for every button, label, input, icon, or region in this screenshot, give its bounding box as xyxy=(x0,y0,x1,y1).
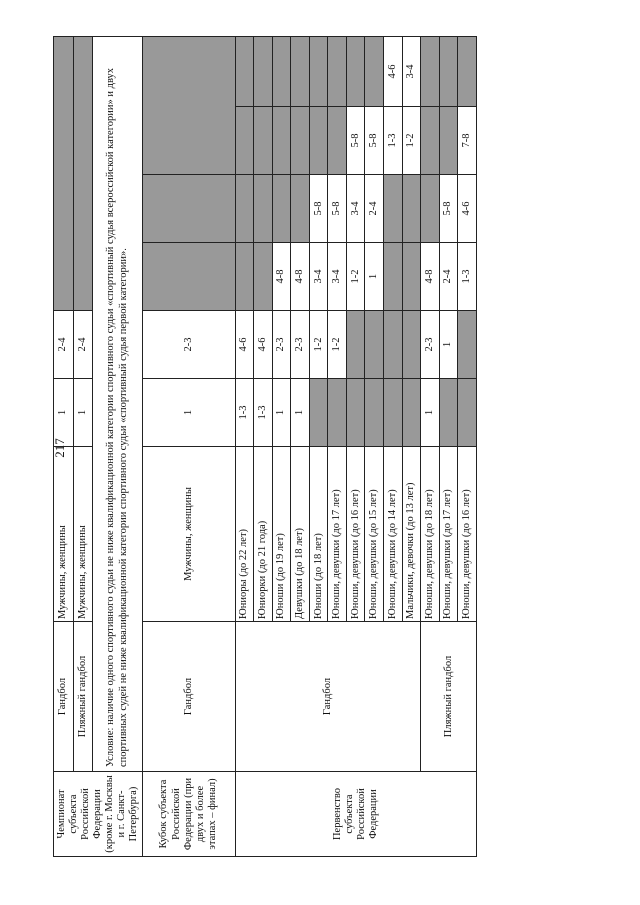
value-cell: 5-8 xyxy=(365,107,384,175)
shaded-cell xyxy=(291,175,310,243)
table-row xyxy=(235,37,254,857)
value-cell: 1-3 xyxy=(384,107,403,175)
shaded-cell xyxy=(309,107,328,175)
shaded-cell xyxy=(291,107,310,175)
group-cell: Юноши (до 19 лет) xyxy=(272,447,291,622)
shaded-cell xyxy=(384,379,403,447)
value-cell: 1-2 xyxy=(309,311,328,379)
value-cell: 1 xyxy=(421,379,440,447)
value-cell: 2-3 xyxy=(421,311,440,379)
shaded-cell xyxy=(254,243,273,311)
shaded-cell xyxy=(73,37,93,311)
value-cell: 2-4 xyxy=(73,311,93,379)
shaded-cell xyxy=(272,175,291,243)
group-cell: Юноши, девушки (до 18 лет) xyxy=(421,447,440,622)
value-cell: 2-4 xyxy=(439,243,458,311)
group-cell: Юноши, девушки (до 16 лет) xyxy=(346,447,365,622)
value-cell: 4-8 xyxy=(272,243,291,311)
shaded-cell xyxy=(365,37,384,107)
shaded-cell xyxy=(458,37,477,107)
sport-cell: Пляжный гандбол xyxy=(421,622,477,772)
group-cell: Мужчины, женщины xyxy=(142,447,235,622)
value-cell: 2-3 xyxy=(272,311,291,379)
shaded-cell xyxy=(309,379,328,447)
shaded-cell xyxy=(402,311,421,379)
shaded-cell xyxy=(309,37,328,107)
competition-first: Первенство субъекта Российской Федерации xyxy=(235,772,476,857)
qualification-table xyxy=(53,36,477,857)
group-cell: Юноши, девушки (до 14 лет) xyxy=(384,447,403,622)
shaded-cell xyxy=(346,379,365,447)
competition-championship: Чемпионат субъекта Российской Федерации (кроме г. Москвы и г. Санкт-Петербурга) xyxy=(54,772,143,857)
group-cell: Юноши (до 18 лет) xyxy=(309,447,328,622)
shaded-cell xyxy=(142,175,235,243)
shaded-cell xyxy=(54,37,74,311)
value-cell: 1-3 xyxy=(458,243,477,311)
shaded-cell xyxy=(384,243,403,311)
group-cell: Мужчины, женщины xyxy=(73,447,93,622)
sport-cell: Гандбол xyxy=(54,622,74,772)
value-cell: 4-6 xyxy=(458,175,477,243)
group-cell: Девушки (до 18 лет) xyxy=(291,447,310,622)
group-cell: Юниоры (до 22 лет) xyxy=(235,447,254,622)
shaded-cell xyxy=(346,37,365,107)
shaded-cell xyxy=(421,107,440,175)
shaded-cell xyxy=(328,107,347,175)
value-cell: 4-6 xyxy=(384,37,403,107)
value-cell: 4-8 xyxy=(421,243,440,311)
value-cell: 3-4 xyxy=(328,243,347,311)
competition-cup: Кубок субъекта Российской Федерации (при двух и более этапах – финал) xyxy=(142,772,235,857)
group-cell: Мальчики, девочки (до 13 лет) xyxy=(402,447,421,622)
value-cell: 5-8 xyxy=(328,175,347,243)
value-cell: 4-6 xyxy=(254,311,273,379)
value-cell: 1 xyxy=(142,379,235,447)
shaded-cell xyxy=(402,379,421,447)
shaded-cell xyxy=(365,379,384,447)
sport-cell: Гандбол xyxy=(235,622,421,772)
page-number: 217 xyxy=(52,438,67,458)
group-cell: Мужчины, женщины xyxy=(54,447,74,622)
value-cell: 3-4 xyxy=(402,37,421,107)
value-cell: 1-3 xyxy=(254,379,273,447)
group-cell: Юниорки (до 21 года) xyxy=(254,447,273,622)
value-cell: 7-8 xyxy=(458,107,477,175)
shaded-cell xyxy=(142,243,235,311)
table-row xyxy=(73,37,93,857)
value-cell: 1-2 xyxy=(328,311,347,379)
sport-cell: Гандбол xyxy=(142,622,235,772)
value-cell: 5-8 xyxy=(346,107,365,175)
shaded-cell xyxy=(272,107,291,175)
shaded-cell xyxy=(328,379,347,447)
value-cell: 2-4 xyxy=(365,175,384,243)
group-cell: Юноши, девушки (до 16 лет) xyxy=(458,447,477,622)
value-cell: 1 xyxy=(291,379,310,447)
shaded-cell xyxy=(142,37,235,175)
shaded-cell xyxy=(384,311,403,379)
group-cell: Юноши, девушки (до 15 лет) xyxy=(365,447,384,622)
shaded-cell xyxy=(328,37,347,107)
shaded-cell xyxy=(458,311,477,379)
shaded-cell xyxy=(421,37,440,107)
shaded-cell xyxy=(439,379,458,447)
group-cell: Юноши, девушки (до 17 лет) xyxy=(328,447,347,622)
value-cell: 4-6 xyxy=(235,311,254,379)
shaded-cell xyxy=(458,379,477,447)
sport-cell: Пляжный гандбол xyxy=(73,622,93,772)
shaded-cell xyxy=(235,243,254,311)
value-cell: 3-4 xyxy=(309,243,328,311)
shaded-cell xyxy=(272,37,291,107)
rotated-table-wrapper xyxy=(53,37,477,857)
value-cell: 5-8 xyxy=(439,175,458,243)
shaded-cell xyxy=(402,243,421,311)
value-cell: 1 xyxy=(272,379,291,447)
shaded-cell xyxy=(235,37,254,107)
shaded-cell xyxy=(421,175,440,243)
value-cell: 2-3 xyxy=(291,311,310,379)
shaded-cell xyxy=(254,37,273,107)
value-cell: 3-4 xyxy=(346,175,365,243)
value-cell: 1-3 xyxy=(235,379,254,447)
value-cell: 1 xyxy=(73,379,93,447)
table-row xyxy=(54,37,74,857)
table-row xyxy=(142,37,235,857)
value-cell: 1 xyxy=(54,379,74,447)
shaded-cell xyxy=(439,107,458,175)
shaded-cell xyxy=(402,175,421,243)
shaded-cell xyxy=(254,175,273,243)
shaded-cell xyxy=(384,175,403,243)
shaded-cell xyxy=(365,311,384,379)
table-row xyxy=(421,37,440,857)
shaded-cell xyxy=(254,107,273,175)
condition-text: Условие: наличие одного спортивного судьи не ниже квалификационной категории спортивного судьи «спортивный судья всероссийской категории» и двух спортивных судей не ниже квалификационной категории спортивного судьи «спортивный судья первой категории». xyxy=(93,37,143,772)
shaded-cell xyxy=(439,37,458,107)
value-cell: 1 xyxy=(365,243,384,311)
value-cell: 2-3 xyxy=(142,311,235,379)
shaded-cell xyxy=(235,107,254,175)
shaded-cell xyxy=(346,311,365,379)
value-cell: 1-2 xyxy=(402,107,421,175)
table-row xyxy=(93,37,143,857)
shaded-cell xyxy=(235,175,254,243)
value-cell: 1-2 xyxy=(346,243,365,311)
value-cell: 4-8 xyxy=(291,243,310,311)
group-cell: Юноши, девушки (до 17 лет) xyxy=(439,447,458,622)
shaded-cell xyxy=(291,37,310,107)
value-cell: 1 xyxy=(439,311,458,379)
value-cell: 2-4 xyxy=(54,311,74,379)
value-cell: 5-8 xyxy=(309,175,328,243)
